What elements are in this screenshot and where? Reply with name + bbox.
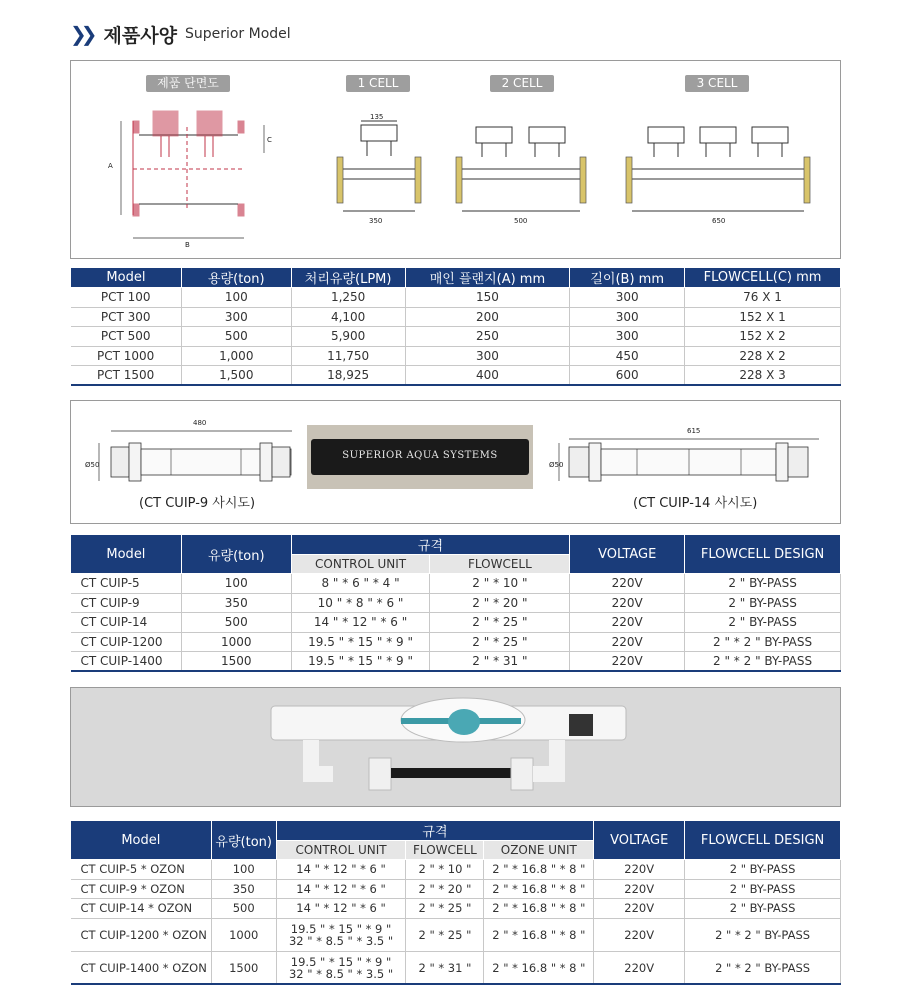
table-row: CT CUIP-1200 * OZON 1000 19.5 " * 15 " * 9 " 32 " * 8.5 " * 3.5 " 2 " * 25 " 2 " * 16.8 " * 8 " 220V 2 " * 2 " BY-PASS — [71, 918, 841, 951]
dim-3cell-len: 650 — [712, 217, 726, 225]
col-flowcell: FLOWCELL — [430, 555, 570, 574]
tag-3cell: 3 CELL — [685, 75, 749, 92]
table-header-row — [71, 268, 841, 288]
dim-a: A — [108, 162, 113, 170]
col-flowcell: FLOWCELL — [406, 841, 484, 860]
table-row: CT CUIP-5 * OZON 100 14 " * 12 " * 6 " 2 " * 10 " 2 " * 16.8 " * 8 " 220V 2 " BY-PASS — [71, 860, 841, 880]
col-flowcell: FLOWCELL(C) mm — [685, 268, 841, 288]
table-row: CT CUIP-1200 1000 19.5 " * 15 " * 9 " 2 " * 25 " 220V 2 " * 2 " BY-PASS — [71, 632, 841, 652]
ozone-photo-panel — [70, 687, 841, 807]
col-model: Model — [71, 821, 212, 860]
dim-cuip9-dia: Ø50 — [85, 461, 100, 469]
table-row: CT CUIP-14 * OZON 500 14 " * 12 " * 6 " 2 " * 25 " 2 " * 16.8 " * 8 " 220V 2 " BY-PASS — [71, 899, 841, 919]
table-row: CT CUIP-9 350 10 " * 8 " * 6 " 2 " * 20 " 220V 2 " BY-PASS — [71, 593, 841, 613]
table-row: CT CUIP-9 * OZON 350 14 " * 12 " * 6 " 2 " * 20 " 2 " * 16.8 " * 8 " 220V 2 " BY-PASS — [71, 879, 841, 899]
cuip-spec-table — [70, 534, 841, 672]
pct-spec-table — [70, 267, 841, 386]
page-title-row — [70, 20, 291, 48]
cuip14-drawing — [549, 413, 819, 493]
tag-2cell: 2 CELL — [490, 75, 554, 92]
table-row: PCT 1000 1,000 11,750 300 450 228 X 2 — [71, 346, 841, 366]
col-model: Model — [71, 535, 182, 574]
col-voltage: VOLTAGE — [570, 535, 685, 574]
caption-cuip9: (CT CUIP-9 사시도) — [139, 496, 256, 511]
cuip-panel — [70, 400, 841, 524]
table-row: PCT 100 100 1,250 150 300 76 X 1 — [71, 288, 841, 308]
table-row: PCT 1500 1,500 18,925 400 600 228 X 3 — [71, 366, 841, 386]
dim-cuip9-len: 480 — [193, 419, 207, 427]
dim-1cell-top: 135 — [370, 113, 384, 121]
section-diagram — [71, 61, 842, 260]
ozone-unit-photo — [71, 688, 842, 808]
col-voltage: VOLTAGE — [594, 821, 685, 860]
cuip-photo — [307, 425, 533, 489]
table-row: CT CUIP-1400 1500 19.5 " * 15 " * 9 " 2 " * 31 " 220V 2 " * 2 " BY-PASS — [71, 652, 841, 672]
col-flow-ton: 유량(ton) — [181, 535, 291, 574]
col-capacity: 용량(ton) — [181, 268, 291, 288]
col-control-unit: CONTROL UNIT — [291, 555, 430, 574]
dim-1cell-len: 350 — [369, 217, 383, 225]
page-title-en: Superior Model — [184, 26, 291, 42]
tag-section: 제품 단면도 — [146, 75, 230, 92]
table-row: CT CUIP-5 100 8 " * 6 " * 4 " 2 " * 10 " 220V 2 " BY-PASS — [71, 574, 841, 594]
col-flowcell-design: FLOWCELL DESIGN — [685, 821, 841, 860]
cuip9-drawing — [85, 413, 305, 493]
col-spec: 규격 — [276, 821, 594, 841]
col-spec: 규격 — [291, 535, 570, 555]
col-model: Model — [71, 268, 182, 288]
col-main-flange: 매인 플랜지(A) mm — [405, 268, 570, 288]
cuip-ozone-spec-table — [70, 820, 841, 985]
dim-c: C — [267, 136, 272, 144]
page-title-ko: 제품사양 — [103, 24, 177, 47]
col-control-unit: CONTROL UNIT — [276, 841, 406, 860]
table-row: CT CUIP-1400 * OZON 1500 19.5 " * 15 " * 9 " 32 " * 8.5 " * 3.5 " 2 " * 31 " 2 " * 16.8 " * 8 " 220V 2 " * 2 " BY-PASS — [71, 951, 841, 984]
table-row: PCT 500 500 5,900 250 300 152 X 2 — [71, 327, 841, 347]
table-row: PCT 300 300 4,100 200 300 152 X 1 — [71, 307, 841, 327]
cuip-photo-text: SUPERIOR AQUA SYSTEMS — [342, 450, 498, 461]
diagram-panel — [70, 60, 841, 259]
col-length: 길이(B) mm — [570, 268, 685, 288]
dim-cuip14-dia: Ø50 — [549, 461, 564, 469]
dim-b: B — [185, 241, 190, 249]
tag-1cell: 1 CELL — [346, 75, 410, 92]
col-flow-lpm: 처리유량(LPM) — [291, 268, 405, 288]
dim-2cell-len: 500 — [514, 217, 528, 225]
double-chevron-icon: ❯❯ — [70, 22, 92, 46]
col-flow-ton: 유량(ton) — [211, 821, 276, 860]
dim-cuip14-len: 615 — [687, 427, 701, 435]
caption-cuip14: (CT CUIP-14 사시도) — [633, 496, 758, 511]
col-flowcell-design: FLOWCELL DESIGN — [685, 535, 841, 574]
col-ozone-unit: OZONE UNIT — [484, 841, 594, 860]
table-row: CT CUIP-14 500 14 " * 12 " * 6 " 2 " * 25 " 220V 2 " BY-PASS — [71, 613, 841, 633]
